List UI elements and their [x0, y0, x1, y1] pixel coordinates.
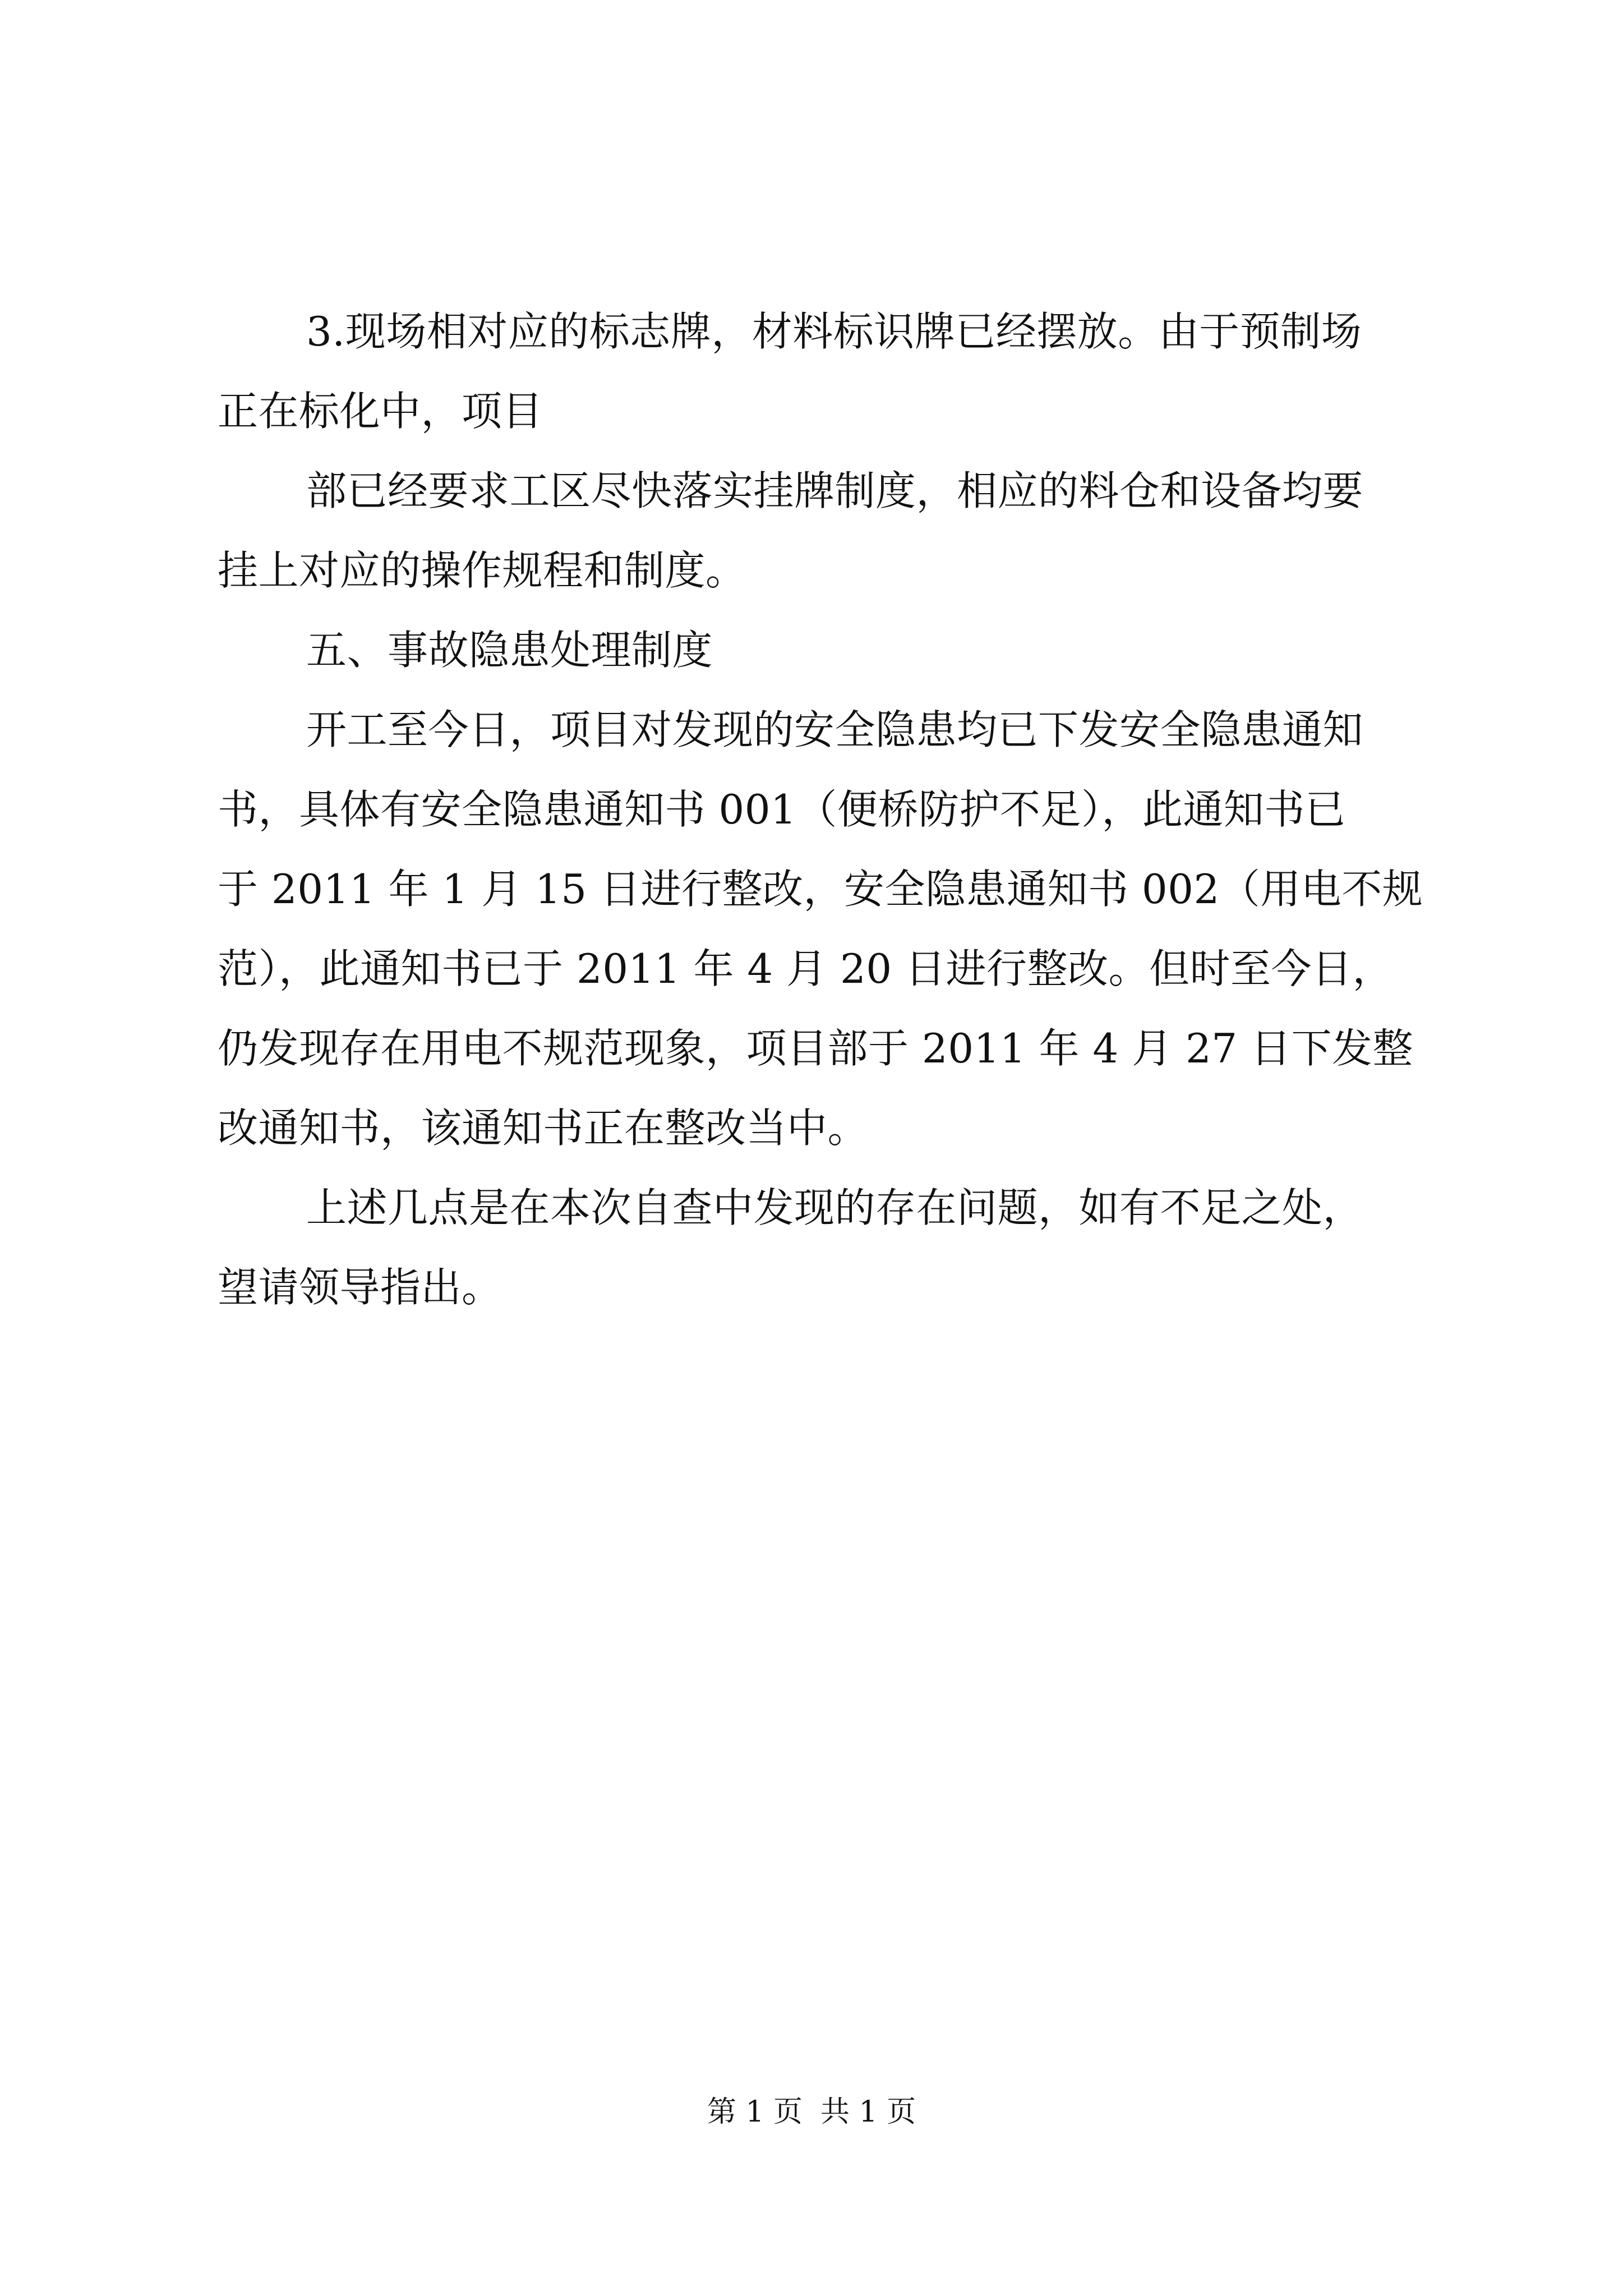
paragraph-line: 于 2011 年 1 月 15 日进行整改，安全隐患通知书 002（用电不规	[218, 866, 1423, 913]
paragraph-line: 正在标化中，项目	[218, 388, 543, 435]
section-heading: 五、事故隐患处理制度	[306, 627, 713, 674]
document-body	[218, 292, 1423, 1327]
paragraph-line: 范），此通知书已于 2011 年 4 月 20 日进行整改。但时至今日，	[218, 945, 1393, 992]
paragraph-line: 上述几点是在本次自查中发现的存在问题，如有不足之处，	[306, 1184, 1364, 1231]
paragraph-line: 部已经要求工区尽快落实挂牌制度，相应的料仓和设备均要	[306, 467, 1364, 514]
paragraph-line: 开工至今日，项目对发现的安全隐患均已下发安全隐患通知	[306, 706, 1364, 753]
page-footer	[0, 2092, 1623, 2132]
page-total: 共 1 页	[820, 2095, 916, 2129]
paragraph-line: 改通知书，该通知书正在整改当中。	[218, 1105, 869, 1152]
paragraph-line: 望请领导指出。	[218, 1264, 502, 1311]
page-number: 第 1 页	[707, 2095, 803, 2129]
paragraph-line: 挂上对应的操作规程和制度。	[218, 547, 746, 594]
paragraph-line: 书，具体有安全隐患通知书 001（便桥防护不足），此通知书已	[218, 786, 1346, 833]
paragraph-line: 仍发现存在用电不规范现象，项目部于 2011 年 4 月 27 日下发整	[218, 1025, 1413, 1072]
paragraph-line: 3.现场相对应的标志牌，材料标识牌已经摆放。由于预制场	[306, 308, 1362, 355]
